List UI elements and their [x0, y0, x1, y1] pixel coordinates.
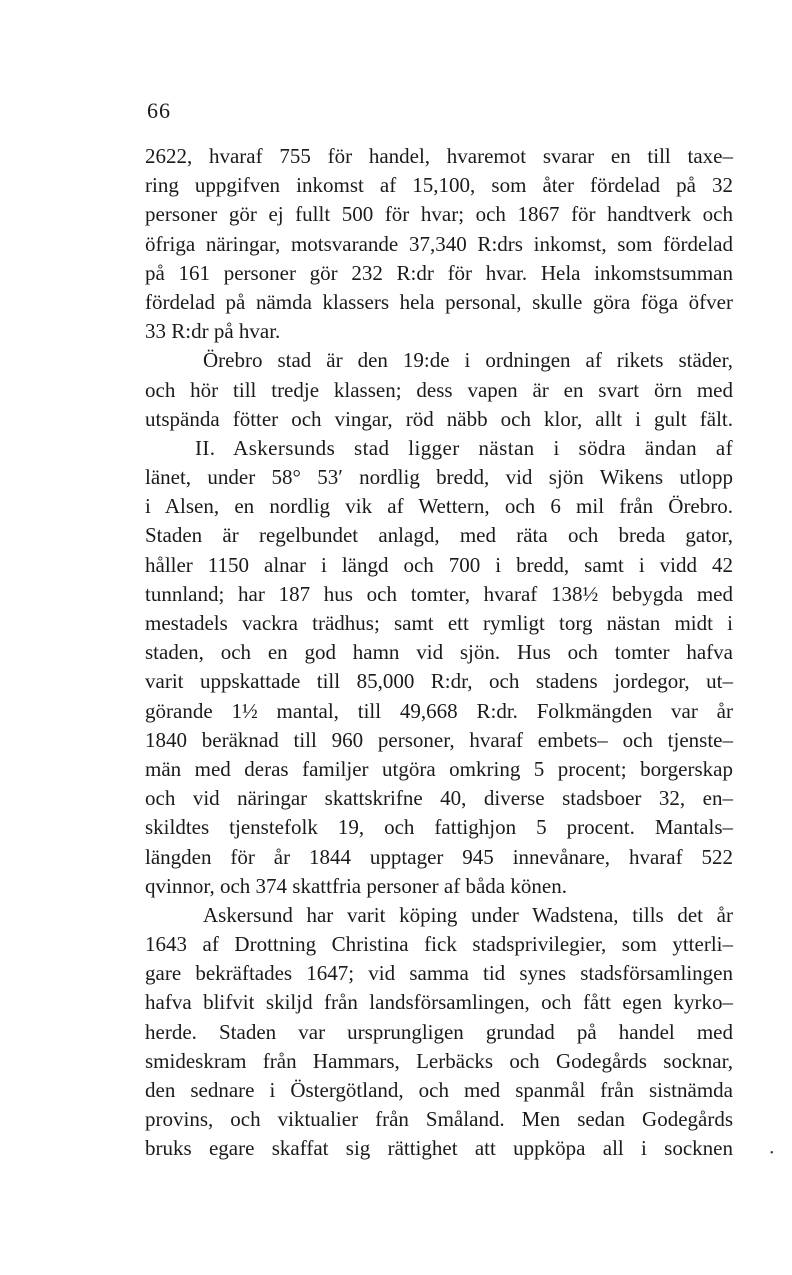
text-line: 2622, hvaraf 755 för handel, hvaremot svarar en till taxe–	[145, 144, 733, 168]
text-line: Staden är regelbundet anlagd, med räta och breda gator,	[145, 523, 733, 548]
text-line: hafva blifvit skiljd från landsförsamlingen, och fått egen kyrko–	[145, 990, 733, 1015]
text-line: herde. Staden var ursprungligen grundad på handel med	[145, 1019, 733, 1044]
paragraph-start-line: Askersund har varit köping under Wadstena, tills det år	[203, 902, 733, 927]
text-line: skildtes tjenstefolk 19, och fattighjon 5 procent. Mantals–	[145, 815, 733, 840]
text-line: mestadels vackra trädhus; samt ett rymligt torg nästan midt i	[145, 611, 733, 635]
text-line: 33 R:dr på hvar.	[145, 319, 281, 344]
page-number: 66	[147, 98, 171, 123]
stray-ink-mark: •	[770, 1148, 774, 1159]
text-line: män med deras familjer utgöra omkring 5 procent; borgerskap	[145, 756, 733, 781]
text-line: bruks egare skaffat sig rättighet att uppköpa all i socknen	[145, 1136, 733, 1161]
text-line: ring uppgifven inkomst af 15,100, som åter fördelad på 32	[145, 173, 733, 198]
text-line: staden, och en god hamn vid sjön. Hus och tomter hafva	[145, 640, 733, 665]
text-line: i Alsen, en nordlig vik af Wettern, och 6 mil från Örebro.	[145, 494, 733, 519]
text-line: provins, och viktualier från Småland. Men sedan Godegårds	[145, 1107, 733, 1132]
text-line: gare bekräftades 1647; vid samma tid synes stadsförsamlingen	[145, 961, 733, 986]
text-line: tunnland; har 187 hus och tomter, hvaraf 138½ bebygda med	[145, 581, 733, 606]
text-line: personer gör ej fullt 500 för hvar; och 1867 för handtverk och	[145, 202, 733, 227]
text-line: 1840 beräknad till 960 personer, hvaraf embets– och tjenste–	[145, 727, 733, 752]
text-line: 1643 af Drottning Christina fick stadsprivilegier, som ytterli–	[145, 932, 733, 957]
text-line: länet, under 58° 53′ nordlig bredd, vid sjön Wikens utlopp	[145, 465, 733, 490]
text-line: och vid näringar skattskrifne 40, diverse stadsboer 32, en–	[145, 786, 733, 811]
text-line: fördelad på nämda klassers hela personal, skulle göra föga öfver	[145, 289, 733, 314]
text-line: öfriga näringar, motsvarande 37,340 R:drs inkomst, som fördelad	[145, 231, 733, 256]
section-heading-line: II. Askersunds stad ligger nästan i södra ändan af	[195, 435, 733, 460]
text-line: längden för år 1844 upptager 945 innevånare, hvaraf 522	[145, 844, 733, 869]
text-line: den sednare i Östergötland, och med spanmål från sistnämda	[145, 1078, 733, 1102]
body-text	[145, 142, 733, 1164]
text-line: görande 1½ mantal, till 49,668 R:dr. Folkmängden var år	[145, 698, 733, 723]
text-line: och hör till tredje klassen; dess vapen är en svart örn med	[145, 377, 733, 402]
text-line: håller 1150 alnar i längd och 700 i bredd, samt i vidd 42	[145, 552, 733, 577]
paragraph-start-line: Örebro stad är den 19:de i ordningen af rikets städer,	[203, 348, 733, 373]
text-line: varit uppskattade till 85,000 R:dr, och stadens jordegor, ut–	[145, 669, 733, 694]
text-line: på 161 personer gör 232 R:dr för hvar. Hela inkomstsumman	[145, 260, 733, 285]
text-line: smideskram från Hammars, Lerbäcks och Godegårds socknar,	[145, 1048, 733, 1073]
text-line: utspända fötter och vingar, röd näbb och klor, allt i gult fält.	[145, 406, 733, 431]
text-line: qvinnor, och 374 skattfria personer af båda könen.	[145, 873, 567, 898]
